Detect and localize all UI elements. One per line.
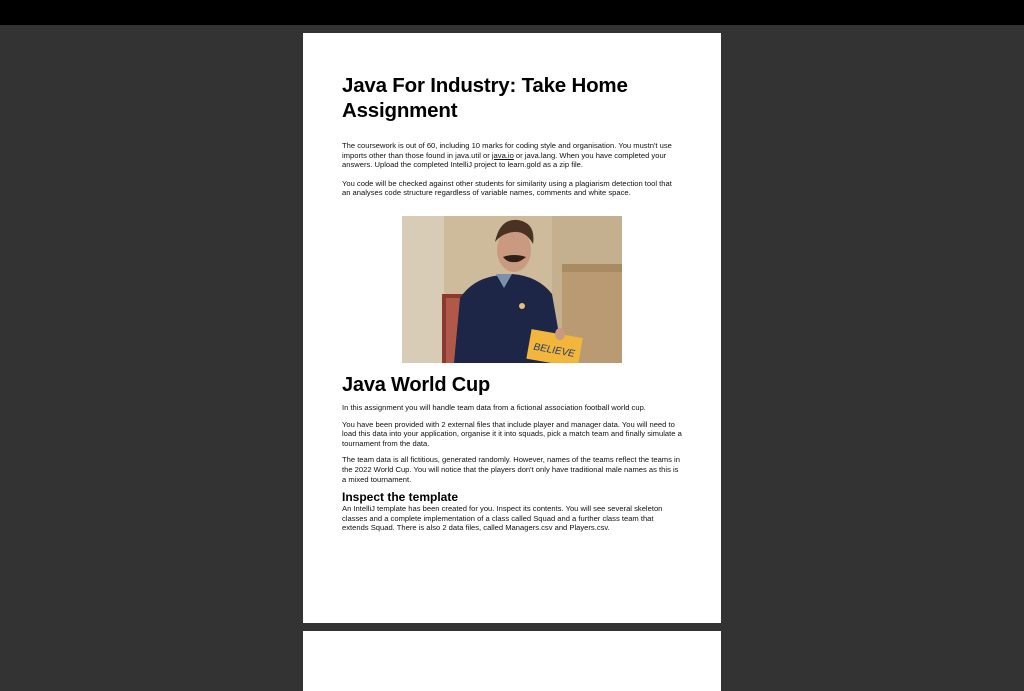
- intro-paragraph-1-text-b: or java.lang. When you have completed your answers. Upload the completed IntelliJ project to learn.gold as a zip file.: [342, 150, 667, 170]
- section-paragraph-2: You have been provided with 2 external files that include player and manager data. You will need to load this data into your application, organise it it into squads, pick a match team and finally simulate a tournament from the data.: [342, 419, 682, 448]
- section-title: Java World Cup: [342, 373, 490, 396]
- java-io-link[interactable]: java.io: [491, 150, 514, 160]
- intro-paragraph-1: [342, 141, 682, 170]
- document-page-2: [303, 631, 721, 691]
- intro-paragraph-2: You code will be checked against other students for similarity using a plagiarism detection tool that an analyses code structure regardless of variable names, comments and white space.: [342, 178, 672, 198]
- document-title: Java For Industry: Take Home Assignment: [342, 74, 628, 122]
- hero-photo-illustration: [402, 216, 622, 363]
- page-content: [342, 73, 682, 533]
- document-viewer[interactable]: [0, 25, 1024, 665]
- section-paragraph-1: In this assignment you will handle team data from a fictional association football world cup.: [342, 402, 646, 412]
- believe-sign-text: BELIEVE: [532, 341, 576, 360]
- section-paragraph-3: The team data is all fictitious, generated randomly. However, names of the teams reflect the teams in the 2022 World Cup. You will notice that the players don't only have traditional male names as this is a mixed tournament.: [342, 455, 680, 484]
- intro-paragraph-1-text-a: The coursework is out of 60, including 10 marks for coding style and organisation. You mustn't use imports other than those found in java.util or: [342, 141, 672, 160]
- subsection-paragraph: An IntelliJ template has been created for you. Inspect its contents. You will see several skeleton classes and a complete implementation of a class called Squad and a further class team that extends Squad. There is also 2 data files, called Managers.csv and Players.csv.: [342, 504, 663, 533]
- subsection-title: Inspect the template: [342, 490, 459, 505]
- document-page-1: [303, 33, 721, 623]
- top-bar: [0, 0, 1024, 25]
- hero-photo: [402, 216, 622, 363]
